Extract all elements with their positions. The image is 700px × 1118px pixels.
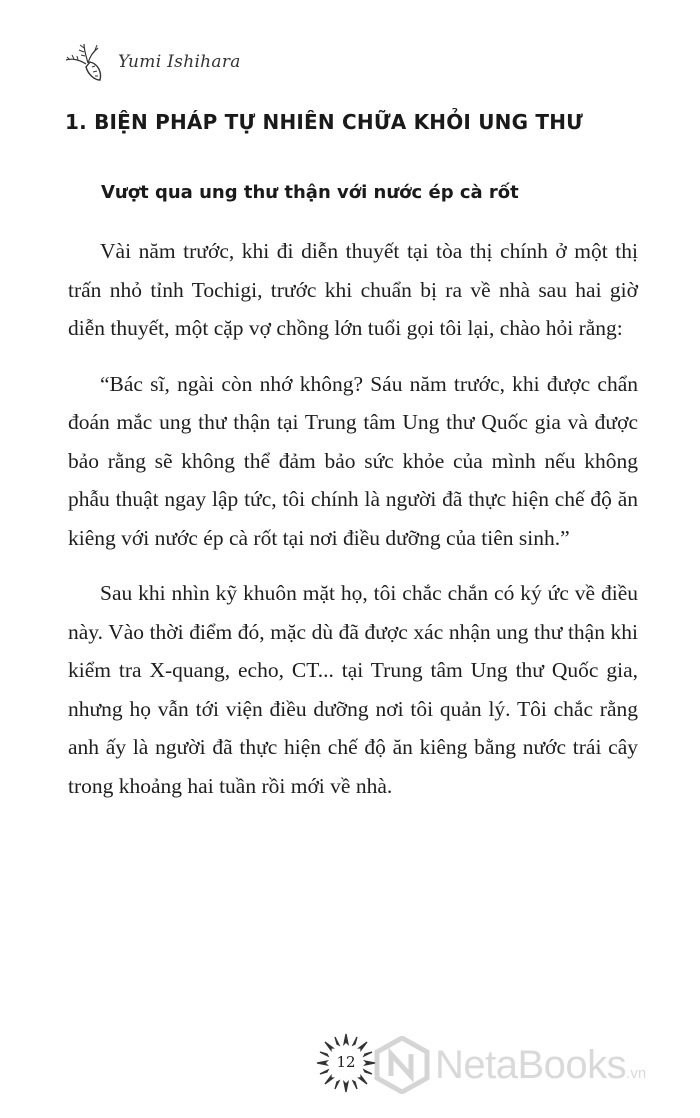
section-title: Vượt qua ung thư thận với nước ép cà rốt	[101, 182, 519, 203]
watermark-suffix: .vn	[626, 1064, 647, 1082]
watermark	[373, 1030, 693, 1100]
page-number-badge	[313, 1030, 379, 1096]
netabooks-logo-icon	[373, 1036, 431, 1094]
paragraph-2: “Bác sĩ, ngài còn nhớ không? Sáu năm trước, khi được chẩn đoán mắc ung thư thận tại Trung tâm Ung thư Quốc gia và được bảo rằng sẽ không thể đảm bảo sức khỏe của mình nếu không phẫu thuật ngay lập tức, tôi chính là người đã thực hiện chế độ ăn kiêng với nước ép cà rốt tại nơi điều dưỡng của tiên sinh.”	[68, 371, 638, 550]
running-header	[62, 40, 241, 84]
header-author: Yumi Ishihara	[118, 52, 241, 72]
watermark-brand: NetaBooks	[435, 1042, 627, 1087]
paragraph-3: Sau khi nhìn kỹ khuôn mặt họ, tôi chắc chắn có ký ức về điều này. Vào thời điểm đó, mặc dù đã được xác nhận ung thư thận khi kiểm tra X-quang, echo, CT... tại Trung tâm Ung thư Quốc gia, nhưng họ vẫn tới viện điều dưỡng nơi tôi quản lý. Tôi chắc rằng anh ấy là người đã thực hiện chế độ ăn kiêng bằng nước trái cây trong khoảng hai tuần rồi mới về nhà.	[68, 581, 638, 798]
carrot-icon	[62, 40, 108, 84]
chapter-title: 1. BIỆN PHÁP TỰ NHIÊN CHỮA KHỎI UNG THƯ	[65, 110, 584, 134]
watermark-text	[435, 1043, 646, 1088]
body-text	[68, 232, 638, 822]
page-number: 12	[336, 1053, 356, 1071]
paragraph-1: Vài năm trước, khi đi diễn thuyết tại tòa thị chính ở một thị trấn nhỏ tỉnh Tochigi, trước khi chuẩn bị ra về nhà sau hai giờ diễn thuyết, một cặp vợ chồng lớn tuổi gọi tôi lại, chào hỏi rằng:	[68, 239, 638, 340]
